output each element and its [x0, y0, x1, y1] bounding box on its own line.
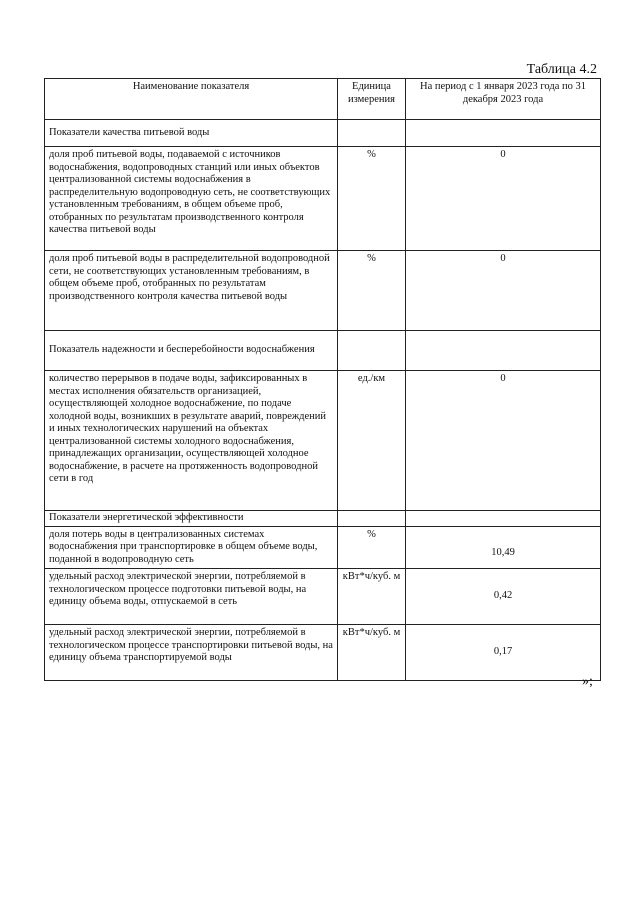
- indicator-unit: кВт*ч/куб. м: [338, 625, 406, 681]
- indicator-unit: %: [338, 251, 406, 331]
- table-row: [45, 569, 601, 625]
- table-row: [45, 147, 601, 251]
- indicator-name: доля проб питьевой воды, подаваемой с источников водоснабжения, водопроводных станций или иных объектов централизованной системы водоснабжения в распределительную водопроводную сеть, не соответствующих установленным требованиям, в общем объеме проб, отобранных по результатам производственного контроля качества питьевой воды: [45, 147, 338, 251]
- section-title: Показатели энергетической эффективности: [45, 511, 338, 527]
- header-period: На период с 1 января 2023 года по 31 декабря 2023 года: [406, 79, 601, 120]
- table-row: [45, 371, 601, 511]
- section-title: Показатели качества питьевой воды: [45, 120, 338, 147]
- closing-quote: »;: [582, 674, 593, 689]
- indicator-name: доля потерь воды в централизованных системах водоснабжения при транспортировке в общем объеме воды, поданной в водопроводную сеть: [45, 526, 338, 569]
- section-row: [45, 331, 601, 371]
- table-caption: Таблица 4.2: [526, 62, 597, 77]
- indicator-value: 10,49: [406, 526, 601, 569]
- indicators-table: [44, 78, 601, 681]
- header-indicator-name: Наименование показателя: [45, 79, 338, 120]
- indicator-unit: %: [338, 147, 406, 251]
- indicator-unit: %: [338, 526, 406, 569]
- indicator-name: доля проб питьевой воды в распределительной водопроводной сети, не соответствующих установленным требованиям, в общем объеме проб, отобранных по результатам производственного контроля качества питьевой воды: [45, 251, 338, 331]
- indicator-value: 0: [406, 147, 601, 251]
- table-row: [45, 251, 601, 331]
- indicator-value: 0,17: [406, 625, 601, 681]
- section-row: [45, 511, 601, 527]
- indicator-name: количество перерывов в подаче воды, зафиксированных в местах исполнения обязательств организацией, осуществляющей холодное водоснабжение, по подаче холодной воды, возникших в результате аварий, повреждений и иных технологических нарушений на объектах централизованной системы холодного водоснабжения, принадлежащих организации, осуществляющей холодное водоснабжение, в расчете на протяженность водопроводной сети в год: [45, 371, 338, 511]
- indicator-name: удельный расход электрической энергии, потребляемой в технологическом процессе транспортировки питьевой воды, на единицу объема транспортируемой воды: [45, 625, 338, 681]
- section-row: [45, 120, 601, 147]
- indicator-unit: ед./км: [338, 371, 406, 511]
- section-title: Показатель надежности и бесперебойности водоснабжения: [45, 331, 338, 371]
- table-row: [45, 526, 601, 569]
- indicator-value: 0: [406, 251, 601, 331]
- indicator-value: 0: [406, 371, 601, 511]
- indicator-value: 0,42: [406, 569, 601, 625]
- table-row: [45, 625, 601, 681]
- indicator-unit: кВт*ч/куб. м: [338, 569, 406, 625]
- indicator-name: удельный расход электрической энергии, потребляемой в технологическом процессе подготовки питьевой воды, на единицу объема воды, отпускаемой в сеть: [45, 569, 338, 625]
- table-header-row: [45, 79, 601, 120]
- header-unit: Единица измерения: [338, 79, 406, 120]
